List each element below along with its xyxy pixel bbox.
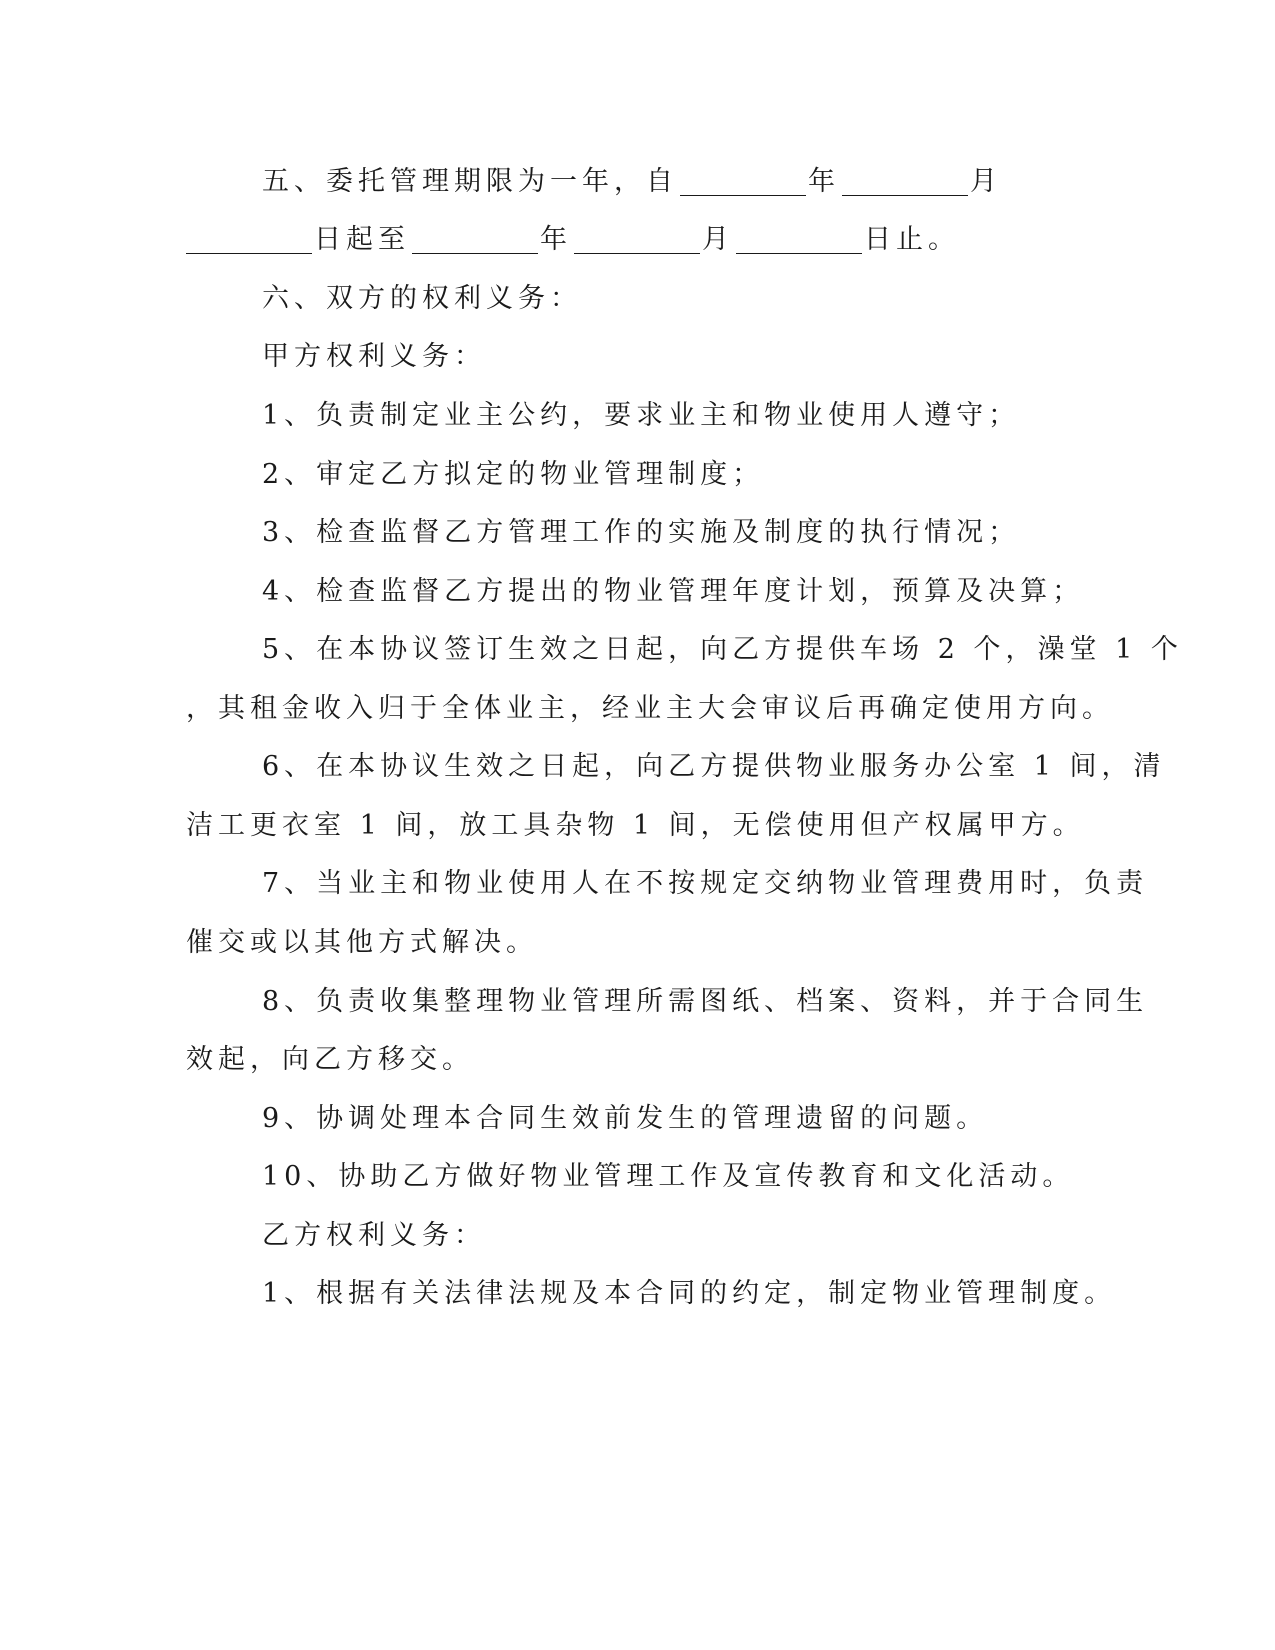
clause-text: 五、委托管理期限为一年，自 [262, 166, 678, 197]
party-a-item-3: 3、检查监督乙方管理工作的实施及制度的执行情况； [262, 517, 1021, 548]
clause-text: 月 [970, 166, 1002, 197]
clause-text: 年 [540, 224, 572, 255]
party-a-item-2: 2、审定乙方拟定的物业管理制度； [262, 459, 765, 490]
clause-text: 月 [702, 224, 734, 255]
blank-month-end [574, 223, 700, 254]
party-a-item-10: 10、协助乙方做好物业管理工作及宣传教育和文化活动。 [262, 1161, 1075, 1192]
party-a-item-7: 7、当业主和物业使用人在不按规定交纳物业管理费用时，负责 [262, 868, 1149, 899]
party-a-item-8-cont: 效起，向乙方移交。 [186, 1044, 474, 1075]
party-a-item-5-cont: ，其租金收入归于全体业主，经业主大会审议后再确定使用方向。 [186, 693, 1114, 724]
party-a-item-1: 1、负责制定业主公约，要求业主和物业使用人遵守； [262, 400, 1021, 431]
blank-day-start [186, 223, 312, 254]
party-a-item-9: 9、协调处理本合同生效前发生的管理遗留的问题。 [262, 1103, 989, 1134]
blank-year-start [680, 165, 806, 196]
party-a-item-6-cont: 洁工更衣室 1 间，放工具杂物 1 间，无偿使用但产权属甲方。 [186, 810, 1085, 841]
party-a-heading: 甲方权利义务： [262, 341, 486, 372]
clause-5-term-line-1 [186, 162, 1066, 202]
blank-year-end [412, 223, 538, 254]
party-a-item-7-cont: 催交或以其他方式解决。 [186, 927, 538, 958]
clause-text: 日起至 [314, 224, 410, 255]
party-a-item-5: 5、在本协议签订生效之日起，向乙方提供车场 2 个，澡堂 1 个 [262, 634, 1183, 665]
blank-day-end [736, 223, 862, 254]
party-b-item-1: 1、根据有关法律法规及本合同的约定，制定物业管理制度。 [262, 1278, 1117, 1309]
clause-text: 年 [808, 166, 840, 197]
party-a-item-8: 8、负责收集整理物业管理所需图纸、档案、资料，并于合同生 [262, 986, 1149, 1017]
party-a-item-6: 6、在本协议生效之日起，向乙方提供物业服务办公室 1 间，清 [262, 751, 1166, 782]
clause-5-term-line-2 [186, 220, 1066, 260]
section-heading-rights: 六、双方的权利义务： [262, 283, 582, 314]
party-a-item-4: 4、检查监督乙方提出的物业管理年度计划，预算及决算； [262, 576, 1085, 607]
blank-month-start [842, 165, 968, 196]
clause-text: 日止。 [864, 224, 960, 255]
party-b-heading: 乙方权利义务： [262, 1220, 486, 1251]
